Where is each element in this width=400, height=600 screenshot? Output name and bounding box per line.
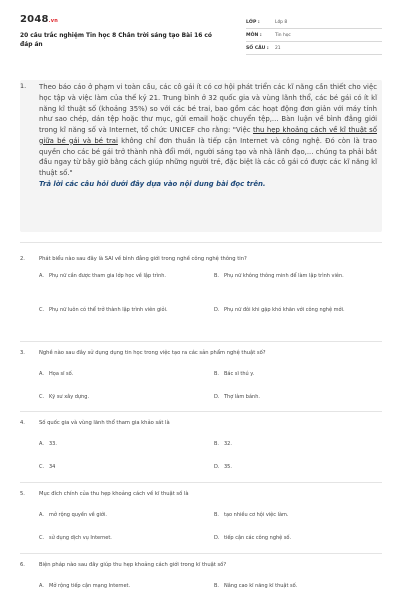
option-c[interactable]: [39, 534, 192, 542]
option-letter: D.: [214, 535, 220, 541]
option-c[interactable]: [39, 306, 192, 314]
option-b[interactable]: [214, 272, 367, 280]
question-number: 5.: [20, 491, 25, 497]
option-text: 32.: [224, 441, 232, 447]
option-text: 34: [49, 464, 56, 470]
option-letter: D.: [214, 307, 220, 313]
question-2: [20, 255, 382, 335]
question-stem: [20, 349, 382, 357]
meta-row-count: [246, 42, 382, 55]
question-4: [20, 419, 382, 479]
option-text: 35.: [224, 464, 232, 470]
divider: [20, 411, 382, 412]
question-stem: [20, 561, 382, 569]
passage-text-part: không chỉ đơn thuần là tiếp cận Internet và công nghệ. Đó còn là trao quyền cho các bé gái trở thành nhà đổi mới, người sáng tạo và nhà lãnh đạo,... chúng ta phải bắt đầu ngay từ bây giờ bằng cách giúp những người trẻ, đặc biệt là các cô gái có được các kĩ năng kĩ thuật số.": [39, 136, 377, 177]
question-text: Mục đích chính của thu hẹp khoảng cách về kĩ thuật số là: [39, 491, 189, 497]
option-b[interactable]: [214, 582, 367, 590]
option-d[interactable]: [214, 393, 367, 401]
option-text: tạo nhiều cơ hội việc làm.: [224, 512, 289, 518]
document-title: 20 câu trắc nghiệm Tin học 8 Chân trời sáng tạo Bài 16 có đáp án: [20, 33, 212, 48]
option-c[interactable]: [39, 463, 192, 471]
meta-value: Lớp 8: [275, 19, 288, 25]
site-logo[interactable]: [20, 14, 58, 25]
passage-instruction: Trả lời các câu hỏi dưới đây dựa vào nội dung bài đọc trên.: [39, 179, 266, 188]
option-letter: A.: [39, 441, 44, 447]
option-letter: D.: [214, 394, 220, 400]
divider: [20, 341, 382, 342]
option-d[interactable]: [214, 306, 367, 314]
meta-key: LỚP :: [246, 19, 260, 25]
option-letter: C.: [39, 394, 45, 400]
meta-value: 21: [275, 45, 281, 51]
question-number: 4.: [20, 420, 25, 426]
question-5: [20, 490, 382, 550]
option-text: sử dụng dịch vụ Internet.: [49, 535, 112, 541]
option-letter: C.: [39, 535, 45, 541]
question-number: 6.: [20, 562, 25, 568]
option-b[interactable]: [214, 440, 367, 448]
question-stem: [20, 419, 382, 427]
meta-key: SỐ CÂU :: [246, 45, 269, 51]
option-text: Nâng cao kĩ năng kĩ thuật số.: [224, 583, 298, 589]
question-text: Nghề nào sau đây sử dụng dụng tin học trong việc tạo ra các sản phẩm nghệ thuật số?: [39, 350, 266, 356]
option-letter: B.: [214, 583, 220, 589]
option-text: Kỹ sư xây dựng.: [49, 394, 90, 400]
question-text: Biện pháp nào sau đây giúp thu hẹp khoảng cách giới trong kĩ thuật số?: [39, 562, 227, 568]
option-letter: A.: [39, 273, 44, 279]
divider: [20, 482, 382, 483]
option-a[interactable]: [39, 582, 192, 590]
logo-main: 2048: [20, 14, 49, 25]
meta-row-subject: [246, 29, 382, 42]
option-letter: B.: [214, 371, 220, 377]
question-number: 2.: [20, 256, 25, 262]
option-letter: C.: [39, 307, 45, 313]
option-c[interactable]: [39, 393, 192, 401]
question-text: Số quốc gia và vùng lãnh thổ tham gia khảo sát là: [39, 420, 170, 426]
passage-text: [39, 82, 377, 190]
option-text: tiếp cận các công nghệ số.: [224, 535, 292, 541]
question-number: 1.: [20, 82, 27, 90]
option-letter: A.: [39, 583, 44, 589]
option-letter: A.: [39, 512, 44, 518]
option-text: Phụ nữ cần được tham gia lớp học về lập trình.: [49, 273, 167, 279]
option-text: 33.: [49, 441, 57, 447]
option-d[interactable]: [214, 463, 367, 471]
option-letter: A.: [39, 371, 44, 377]
reading-passage: [20, 80, 382, 232]
option-a[interactable]: [39, 511, 192, 519]
option-text: Họa sĩ số.: [49, 371, 74, 377]
meta-row-grade: [246, 16, 382, 29]
option-text: Phụ nữ không thông minh để làm lập trình viên.: [224, 273, 344, 279]
option-letter: B.: [214, 512, 220, 518]
option-a[interactable]: [39, 272, 192, 280]
option-letter: B.: [214, 441, 220, 447]
option-text: Thợ làm bánh.: [224, 394, 260, 400]
option-a[interactable]: [39, 440, 192, 448]
passage-underlined: thu hẹp khoảng cách về kĩ thuật số giữa bé gái và bé trai: [39, 126, 377, 145]
question-text: Phát biểu nào sau đây là SAI về bình đẳng giới trong nghề công nghệ thông tin?: [39, 256, 247, 262]
question-number: 3.: [20, 350, 25, 356]
option-letter: B.: [214, 273, 220, 279]
option-letter: C.: [39, 464, 45, 470]
option-b[interactable]: [214, 370, 367, 378]
question-stem: [20, 255, 382, 263]
meta-value: Tin học: [275, 32, 291, 38]
logo-tld: .vn: [48, 18, 58, 24]
option-a[interactable]: [39, 370, 192, 378]
meta-table: [246, 16, 382, 55]
option-letter: D.: [214, 464, 220, 470]
question-6: [20, 561, 382, 599]
option-text: Bác sĩ thú y.: [224, 371, 255, 377]
meta-key: MÔN :: [246, 32, 262, 38]
divider: [20, 242, 382, 243]
option-text: mở rộng quyền về giới.: [49, 512, 107, 518]
question-3: [20, 349, 382, 409]
option-b[interactable]: [214, 511, 367, 519]
option-text: Phụ nữ đôi khi gặp khó khăn với công nghệ mới.: [224, 307, 345, 313]
option-text: Mở rộng tiếp cận mạng Internet.: [49, 583, 131, 589]
question-stem: [20, 490, 382, 498]
option-d[interactable]: [214, 534, 367, 542]
page-header: [20, 14, 382, 60]
divider: [20, 553, 382, 554]
option-text: Phụ nữ luôn có thể trở thành lập trình viên giỏi.: [49, 307, 168, 313]
passage-text-part: Theo báo cáo ở phạm vi toàn cầu, các cô gái ít có cơ hội phát triển các kĩ năng cần thiết cho việc học tập và việc làm của thế kỷ 21. Trung bình ở 32 quốc gia và vùng lãnh thổ, các bé gái có ít kĩ năng kĩ thuật số (khoảng 35%) so với các bé trai, bao gồm các hoạt động đơn giản với máy tính như sao chép, dán tệp hoặc thư mục, gửi email hoặc chuyển tệp,... Bàn luận về bình đẳng giới trong kĩ năng số và Internet, tổ chức UNICEF cho rằng: "Việc: [39, 83, 377, 134]
